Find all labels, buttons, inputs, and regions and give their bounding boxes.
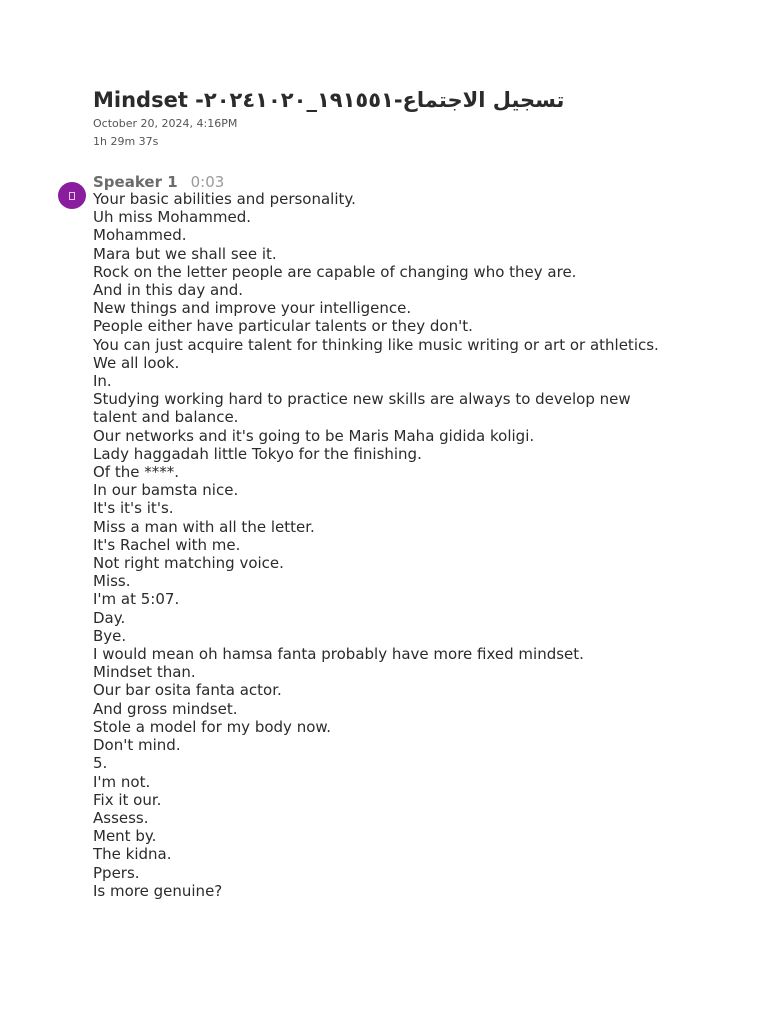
speaker-header <box>93 173 224 191</box>
transcript-line: 5. <box>93 754 108 773</box>
speaker-timestamp: 0:03 <box>190 173 225 191</box>
transcript-line: Our networks and it's going to be Maris Maha gidida koligi. <box>93 426 535 445</box>
transcript-line: Is more genuine? <box>93 881 223 900</box>
transcript-line: Uh miss Mohammed. <box>93 208 251 227</box>
transcript-line: I'm at 5:07. <box>93 590 180 609</box>
transcript-line: Assess. <box>93 808 149 827</box>
transcript-line: It's it's it's. <box>93 499 174 518</box>
transcript-line: People either have particular talents or they don't. <box>93 317 473 336</box>
transcript-line: The kidna. <box>93 845 172 864</box>
transcript-line: I'm not. <box>93 772 151 791</box>
transcript-line: Stole a model for my body now. <box>93 717 332 736</box>
transcript-line: Don't mind. <box>93 736 181 755</box>
transcript-line: Studying working hard to practice new skills are always to develop new talent and balance. <box>93 390 631 427</box>
transcript-line: Of the ****. <box>93 463 180 482</box>
transcript-line: You can just acquire talent for thinking like music writing or art or athletics. <box>93 335 659 354</box>
recording-date: October 20, 2024, 4:16PM <box>93 117 238 130</box>
transcript-line: It's Rachel with me. <box>93 535 241 554</box>
transcript-line: Rock on the letter people are capable of changing who they are. <box>93 262 577 281</box>
transcript-line: Ppers. <box>93 863 140 882</box>
transcript-line: New things and improve your intelligence. <box>93 299 412 318</box>
transcript-line: Not right matching voice. <box>93 554 284 573</box>
transcript-line: And gross mindset. <box>93 699 238 718</box>
transcript-line: And in this day and. <box>93 281 243 300</box>
transcript-line: Fix it our. <box>93 790 162 809</box>
transcript-line: Our bar osita fanta actor. <box>93 681 282 700</box>
transcript-line: Lady haggadah little Tokyo for the finishing. <box>93 444 422 463</box>
person-icon <box>69 192 75 200</box>
transcript-line: Ment by. <box>93 827 157 846</box>
transcript-line: Day. <box>93 608 126 627</box>
speaker-avatar <box>58 182 86 209</box>
recording-duration: 1h 29m 37s <box>93 135 159 148</box>
transcript-line: We all look. <box>93 353 180 372</box>
document-title: Mindset -تسجيل الاجتماع-١٩١٥٥١_٢٠٢٤١٠٢٠ <box>93 88 565 112</box>
transcript-line: I would mean oh hamsa fanta probably have more fixed mindset. <box>93 645 584 664</box>
transcript-line: In our bamsta nice. <box>93 481 239 500</box>
transcript-line: In. <box>93 372 112 391</box>
transcript-line: Miss. <box>93 572 131 591</box>
transcript-line: Your basic abilities and personality. <box>93 190 356 208</box>
transcript-line: Bye. <box>93 626 127 645</box>
speaker-name: Speaker 1 <box>93 173 178 191</box>
transcript-line: Mara but we shall see it. <box>93 244 277 263</box>
transcript-line: Mindset than. <box>93 663 196 682</box>
transcript-body <box>93 190 673 900</box>
transcript-line: Miss a man with all the letter. <box>93 517 315 536</box>
transcript-line: Mohammed. <box>93 226 187 245</box>
